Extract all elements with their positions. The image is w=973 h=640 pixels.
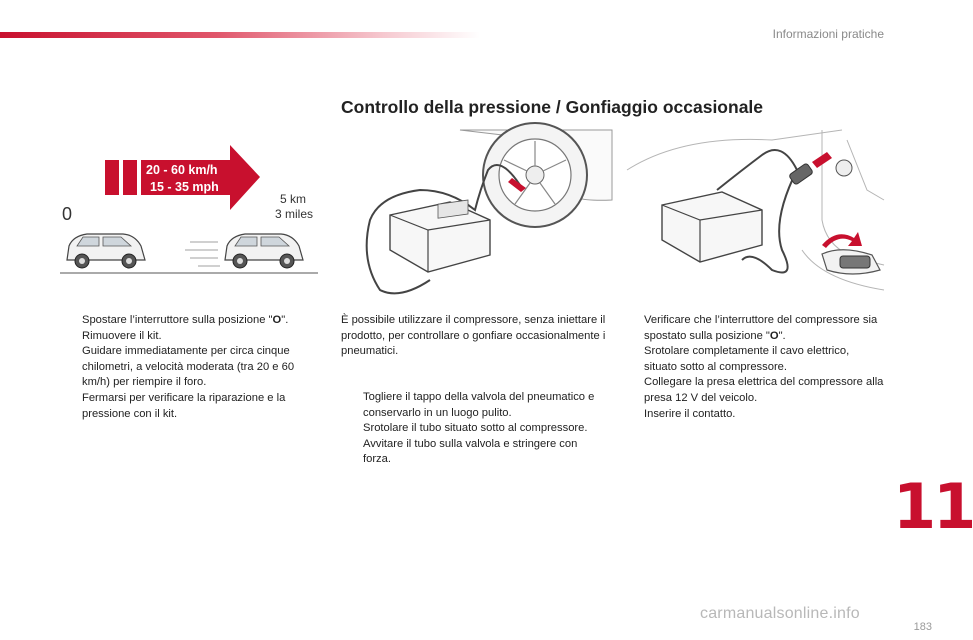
middle-instructions	[341, 390, 606, 468]
list-item: Collegare la presa elettrica del compressore alla presa 12 V del veicolo.	[644, 376, 884, 404]
compressor-socket-illustration	[622, 130, 884, 302]
section-title: Controllo della pressione / Gonfiaggio occasionale	[341, 97, 764, 117]
left-step-list	[60, 313, 325, 422]
list-item: Rimuovere il kit.	[82, 329, 162, 342]
site-watermark: carmanualsonline.info	[700, 605, 860, 622]
right-step-list	[622, 313, 884, 422]
list-item: Fermarsi per verificare la riparazione e la pressione con il kit.	[82, 391, 286, 420]
list-item: Guidare immediatamente per circa cinque chilometri, a velocità moderata (tra 20 e 60 km/h) per riempire il foro.	[82, 345, 295, 389]
distance-miles-label: 3 miles	[275, 207, 314, 221]
start-distance-label: 0	[62, 204, 73, 224]
list-item: Avvitare il tubo sulla valvola e stringere con forza.	[363, 437, 578, 466]
compressor-icon	[662, 192, 762, 262]
list-item: Togliere il tappo della valvola del pneumatico e conservarlo in un luogo pulito.	[363, 391, 595, 419]
list-item: Srotolare completamente il cavo elettrico, situato sotto al compressore.	[644, 345, 850, 373]
middle-step-list	[341, 390, 606, 468]
car-icon	[67, 234, 145, 268]
tyre-icon	[460, 123, 612, 227]
left-instructions	[60, 313, 325, 422]
chapter-header-title: Informazioni pratiche	[772, 27, 884, 41]
list-item: Srotolare il tubo situato sotto al compressore.	[363, 422, 588, 435]
page-number: 183	[913, 621, 932, 633]
middle-intro	[341, 313, 606, 360]
power-socket-icon	[822, 232, 880, 274]
compressor-tyre-illustration	[340, 130, 612, 302]
speed-kmh-label: 20 - 60 km/h	[146, 163, 218, 177]
speed-mph-label: 15 - 35 mph	[150, 180, 219, 194]
list-item: Inserire il contatto.	[644, 407, 736, 420]
motion-blur-lines	[185, 242, 220, 266]
list-item: Verificare che l’interruttore del compressore sia spostato sulla posizione "O".	[644, 314, 878, 342]
chapter-number: 11	[893, 470, 973, 543]
header-accent-bar	[0, 32, 480, 38]
car-icon	[225, 234, 303, 268]
plug-connector	[789, 152, 852, 185]
intro-paragraph: È possibile utilizzare il compressore, senza iniettare il prodotto, per controllare o gonfiare occasionalmente i pneumatici.	[341, 314, 606, 358]
right-instructions	[622, 313, 884, 422]
distance-km-label: 5 km	[280, 192, 307, 206]
speed-distance-illustration	[60, 140, 325, 280]
speed-arrow-icon	[105, 145, 260, 210]
list-item: Spostare l’interruttore sulla posizione "O".	[82, 314, 289, 326]
